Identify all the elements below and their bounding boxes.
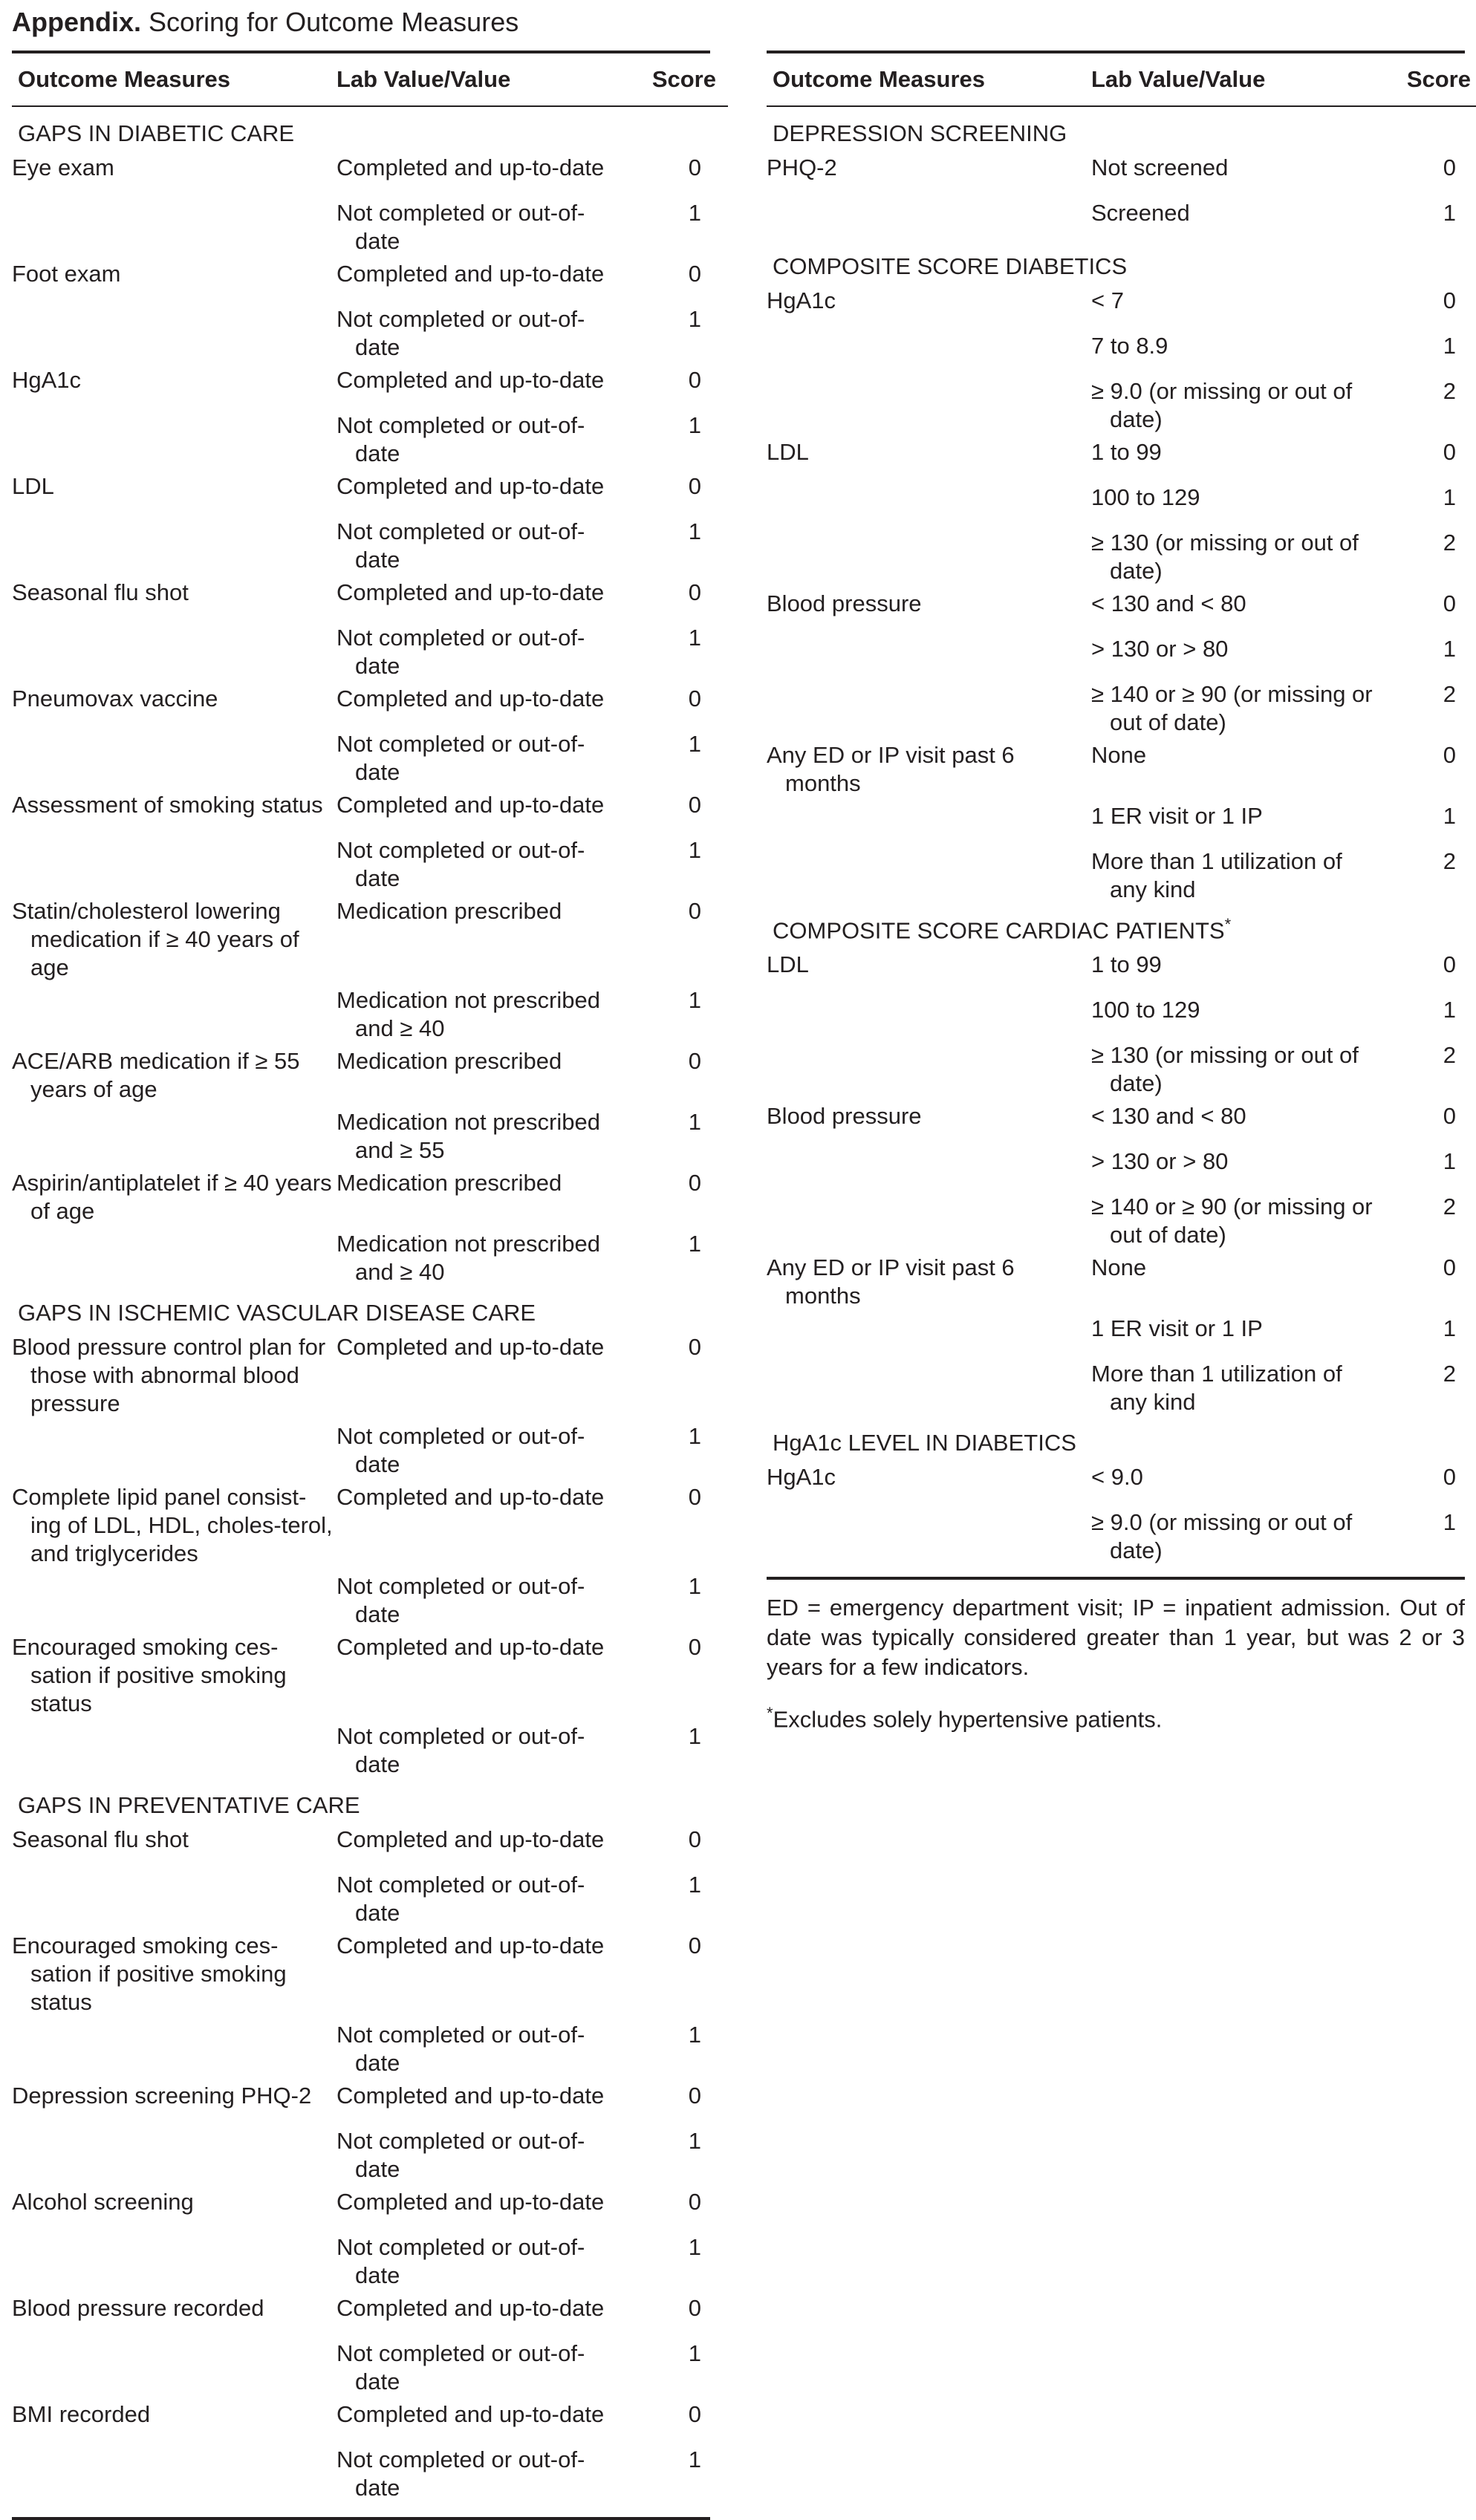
score-cell: 0	[1443, 287, 1456, 313]
table-row	[767, 373, 1476, 434]
lab-value-cell: 7 to 8.9	[1091, 333, 1168, 359]
outcome-measure-cell: Blood pressure	[767, 1103, 922, 1129]
score-cell: 1	[688, 1723, 701, 1749]
table-row	[767, 328, 1476, 373]
table-row	[767, 195, 1476, 240]
outcome-measure-cell: Pneumovax vaccine	[12, 686, 218, 712]
outcome-measure-cell	[12, 2441, 337, 2502]
score-cell: 1	[688, 2446, 701, 2472]
outcome-measure-cell	[12, 619, 337, 680]
outcome-measure-cell: Eye exam	[12, 154, 114, 180]
section-row	[767, 107, 1476, 149]
lab-value-cell: Not completed or out-of-date	[337, 1423, 585, 1477]
outcome-measure-cell	[767, 631, 1091, 676]
header-lab-value: Lab Value/Value	[337, 66, 511, 92]
table-row	[12, 1568, 728, 1629]
section-heading	[767, 904, 1476, 946]
lab-value-cell: Completed and up-to-date	[337, 579, 605, 605]
score-cell: 0	[688, 2189, 701, 2215]
table-row	[12, 619, 728, 680]
lab-value-cell: More than 1 utilization of any kind	[1091, 848, 1342, 902]
lab-value-cell: < 7	[1091, 287, 1124, 313]
outcome-measure-cell	[12, 982, 337, 1043]
header-lab-value: Lab Value/Value	[1091, 66, 1266, 92]
score-cell: 1	[688, 2022, 701, 2048]
score-cell: 2	[1443, 1042, 1456, 1068]
section-heading	[12, 1779, 728, 1821]
score-cell: 1	[1443, 333, 1456, 359]
score-cell: 1	[1443, 1148, 1456, 1174]
lab-value-cell: > 130 or > 80	[1091, 636, 1229, 662]
table-row	[12, 468, 728, 513]
lab-value-cell: Not completed or out-of-date	[337, 2446, 585, 2501]
asterisk-footnote-text: Excludes solely hypertensive patients.	[773, 1706, 1163, 1733]
outcome-measure-cell: HgA1c	[12, 367, 82, 393]
score-cell: 0	[688, 2295, 701, 2321]
score-cell: 0	[688, 1634, 701, 1660]
score-cell: 2	[1443, 530, 1456, 556]
table-row	[12, 1165, 728, 1225]
lab-value-cell: Not completed or out-of-date	[337, 2128, 585, 2182]
lab-value-cell: Completed and up-to-date	[337, 2189, 605, 2215]
table-row	[12, 574, 728, 619]
lab-value-cell: Not completed or out-of-date	[337, 2234, 585, 2288]
score-cell: 0	[688, 2401, 701, 2427]
table-row	[12, 2077, 728, 2123]
outcome-measure-cell: ACE/ARB medication if ≥ 55 years of age	[12, 1048, 300, 1102]
score-cell: 1	[1443, 1315, 1456, 1341]
section-heading-text: GAPS IN PREVENTATIVE CARE	[18, 1792, 360, 1818]
score-cell: 1	[688, 2128, 701, 2154]
score-cell: 0	[1443, 1103, 1456, 1129]
outcome-measure-cell: Blood pressure recorded	[12, 2295, 264, 2321]
table-row	[12, 407, 728, 468]
score-cell: 1	[688, 625, 701, 651]
table-row	[12, 832, 728, 893]
outcome-measure-cell: Aspirin/antiplatelet if ≥ 40 years of age	[12, 1170, 332, 1224]
table-row	[767, 1504, 1476, 1565]
lab-value-cell: ≥ 130 (or missing or out of date)	[1091, 1042, 1359, 1096]
section-row	[767, 1416, 1476, 1459]
section-heading-text: COMPOSITE SCORE CARDIAC PATIENTS	[773, 917, 1225, 943]
score-cell: 1	[688, 412, 701, 438]
table-row	[12, 2184, 728, 2229]
outcome-measure-cell	[12, 1225, 337, 1286]
table-row	[767, 585, 1476, 631]
title-bold: Appendix.	[12, 7, 142, 37]
lab-value-cell: Completed and up-to-date	[337, 1826, 605, 1852]
outcome-measure-cell	[767, 843, 1091, 904]
table-row	[767, 737, 1476, 798]
outcome-measure-cell: HgA1c	[767, 287, 836, 313]
lab-value-cell: Completed and up-to-date	[337, 792, 605, 818]
score-cell: 0	[688, 792, 701, 818]
lab-value-cell: < 130 and < 80	[1091, 1103, 1246, 1129]
lab-value-cell: Not completed or out-of-date	[337, 518, 585, 573]
score-cell: 1	[1443, 1509, 1456, 1535]
score-cell: 0	[688, 261, 701, 287]
table-row	[767, 282, 1476, 328]
outcome-measure-cell	[12, 832, 337, 893]
outcome-measure-cell	[767, 1310, 1091, 1355]
lab-value-cell: Completed and up-to-date	[337, 261, 605, 287]
outcome-measure-cell	[767, 676, 1091, 737]
lab-value-cell: Not completed or out-of-date	[337, 731, 585, 785]
outcome-measure-cell	[767, 195, 1091, 240]
score-cell: 0	[688, 154, 701, 180]
lab-value-cell: ≥ 9.0 (or missing or out of date)	[1091, 1509, 1353, 1563]
table-footnotes	[767, 1593, 1465, 1734]
lab-value-cell: < 9.0	[1091, 1464, 1143, 1490]
outcome-measure-cell: BMI recorded	[12, 2401, 151, 2427]
score-cell: 1	[688, 518, 701, 544]
outcome-measure-cell: Blood pressure	[767, 590, 922, 616]
table-row	[12, 2441, 728, 2502]
lab-value-cell: Not completed or out-of-date	[337, 2340, 585, 2394]
score-cell: 1	[1443, 803, 1456, 829]
lab-value-cell: More than 1 utilization of any kind	[1091, 1361, 1342, 1415]
lab-value-cell: Completed and up-to-date	[337, 367, 605, 393]
table-row	[12, 362, 728, 407]
section-heading	[767, 107, 1476, 149]
outcome-measure-cell: Encouraged smoking ces-sation if positive smoking status	[12, 1933, 287, 2015]
table-row	[767, 1249, 1476, 1310]
lab-value-cell: Completed and up-to-date	[337, 2401, 605, 2427]
title-rest: Scoring for Outcome Measures	[141, 7, 519, 37]
outcome-measure-cell: LDL	[12, 473, 54, 499]
lab-value-cell: 1 ER visit or 1 IP	[1091, 1315, 1263, 1341]
header-row	[767, 53, 1476, 105]
lab-value-cell: Not completed or out-of-date	[337, 625, 585, 679]
outcome-measure-cell	[767, 373, 1091, 434]
outcome-measure-cell: Encouraged smoking ces-sation if positive smoking status	[12, 1634, 287, 1716]
table-row	[12, 787, 728, 832]
table-row	[12, 2016, 728, 2077]
scoring-table-left	[12, 53, 728, 2502]
section-heading-text: GAPS IN ISCHEMIC VASCULAR DISEASE CARE	[18, 1300, 536, 1326]
outcome-measure-cell: Alcohol screening	[12, 2189, 194, 2215]
lab-value-cell: Medication not prescribed and ≥ 40	[337, 987, 600, 1041]
score-cell: 0	[688, 1170, 701, 1196]
score-cell: 2	[1443, 1194, 1456, 1220]
outcome-measure-cell	[767, 798, 1091, 843]
outcome-measure-cell	[12, 1418, 337, 1479]
score-cell: 0	[688, 2083, 701, 2109]
outcome-measure-cell: Foot exam	[12, 261, 121, 287]
table-row	[12, 1866, 728, 1927]
table-row	[12, 1927, 728, 2016]
table-row	[12, 1479, 728, 1568]
lab-value-cell: None	[1091, 742, 1147, 768]
section-heading-text: HgA1c LEVEL IN DIABETICS	[773, 1430, 1076, 1456]
lab-value-cell: ≥ 140 or ≥ 90 (or missing or out of date)	[1091, 681, 1373, 735]
score-cell: 0	[688, 367, 701, 393]
score-cell: 0	[1443, 951, 1456, 977]
score-cell: 1	[688, 1423, 701, 1449]
score-cell: 0	[688, 1334, 701, 1360]
section-row	[12, 107, 728, 149]
outcome-measure-cell: Any ED or IP visit past 6 months	[767, 1254, 1015, 1309]
outcome-measure-cell	[767, 1355, 1091, 1416]
table-row	[12, 301, 728, 362]
header-score: Score	[1406, 66, 1471, 92]
lab-value-cell: Medication prescribed	[337, 1048, 562, 1074]
lab-value-cell: Not completed or out-of-date	[337, 412, 585, 466]
table-row	[767, 1037, 1476, 1098]
outcome-measure-cell: Depression screening PHQ-2	[12, 2083, 312, 2109]
lab-value-cell: Completed and up-to-date	[337, 1634, 605, 1660]
table-row	[12, 1821, 728, 1866]
lab-value-cell: < 130 and < 80	[1091, 590, 1246, 616]
table-row	[767, 631, 1476, 676]
left-table-column	[12, 51, 716, 2520]
score-cell: 0	[688, 686, 701, 712]
section-heading-text: DEPRESSION SCREENING	[773, 120, 1067, 146]
outcome-measure-cell	[767, 479, 1091, 524]
score-cell: 1	[688, 731, 701, 757]
scoring-table-right	[767, 53, 1476, 1565]
table-row	[12, 513, 728, 574]
table-row	[767, 434, 1476, 479]
table-row	[767, 992, 1476, 1037]
table-row	[767, 524, 1476, 585]
lab-value-cell: 100 to 129	[1091, 484, 1200, 510]
score-cell: 0	[688, 473, 701, 499]
outcome-measure-cell	[767, 1504, 1091, 1565]
score-cell: 0	[1443, 1464, 1456, 1490]
lab-value-cell: Medication prescribed	[337, 898, 562, 924]
table-row	[767, 479, 1476, 524]
score-cell: 0	[688, 1048, 701, 1074]
lab-value-cell: 100 to 129	[1091, 997, 1200, 1023]
right-table-column	[767, 51, 1471, 1751]
outcome-measure-cell: Statin/cholesterol lowering medication if ≥ 40 years of age	[12, 898, 299, 980]
left-table-body	[12, 107, 728, 2502]
score-cell: 0	[1443, 154, 1456, 180]
table-row	[12, 255, 728, 301]
section-heading	[12, 107, 728, 149]
table-row	[12, 1225, 728, 1286]
score-cell: 1	[688, 1231, 701, 1257]
lab-value-cell: Completed and up-to-date	[337, 2295, 605, 2321]
table-row	[767, 946, 1476, 992]
score-cell: 0	[1443, 742, 1456, 768]
asterisk-footnote	[767, 1699, 1465, 1734]
lab-value-cell: Completed and up-to-date	[337, 1484, 605, 1510]
table-row	[767, 1098, 1476, 1143]
lab-value-cell: Completed and up-to-date	[337, 1334, 605, 1360]
lab-value-cell: Completed and up-to-date	[337, 686, 605, 712]
section-row	[767, 904, 1476, 946]
outcome-measure-cell	[767, 1143, 1091, 1188]
score-cell: 0	[1443, 439, 1456, 465]
section-row	[12, 1286, 728, 1329]
score-cell: 2	[1443, 1361, 1456, 1387]
lab-value-cell: Not completed or out-of-date	[337, 837, 585, 891]
table-row	[767, 798, 1476, 843]
lab-value-cell: Not completed or out-of-date	[337, 200, 585, 254]
footnote-marker: *	[1224, 914, 1232, 934]
score-cell: 1	[688, 987, 701, 1013]
table-row	[767, 676, 1476, 737]
table-row	[12, 726, 728, 787]
asterisk-mark: *	[767, 1704, 773, 1722]
table-row	[767, 1143, 1476, 1188]
score-cell: 1	[688, 2340, 701, 2366]
section-heading	[12, 1286, 728, 1329]
section-row	[12, 1779, 728, 1821]
table-bottom-rule	[12, 2517, 710, 2520]
score-cell: 0	[688, 1826, 701, 1852]
score-cell: 0	[688, 579, 701, 605]
outcome-measure-cell	[12, 2335, 337, 2396]
outcome-measure-cell	[767, 328, 1091, 373]
section-heading	[767, 240, 1476, 282]
outcome-measure-cell	[12, 726, 337, 787]
table-row	[12, 680, 728, 726]
lab-value-cell: Medication prescribed	[337, 1170, 562, 1196]
section-heading-text: COMPOSITE SCORE DIABETICS	[773, 253, 1128, 279]
table-row	[767, 149, 1476, 195]
lab-value-cell: Completed and up-to-date	[337, 2083, 605, 2109]
score-cell: 1	[688, 1872, 701, 1898]
lab-value-cell: Not screened	[1091, 154, 1229, 180]
table-row	[12, 1418, 728, 1479]
score-cell: 1	[688, 2234, 701, 2260]
outcome-measure-cell	[12, 1718, 337, 1779]
table-row	[767, 1459, 1476, 1504]
lab-value-cell: 1 ER visit or 1 IP	[1091, 803, 1263, 829]
table-row	[767, 843, 1476, 904]
outcome-measure-cell	[12, 195, 337, 255]
score-cell: 2	[1443, 848, 1456, 874]
table-row	[12, 2290, 728, 2335]
score-cell: 1	[688, 306, 701, 332]
lab-value-cell: Not completed or out-of-date	[337, 1723, 585, 1777]
lab-value-cell: ≥ 130 (or missing or out of date)	[1091, 530, 1359, 584]
table-row	[12, 1629, 728, 1718]
table-row	[12, 1718, 728, 1779]
score-cell: 0	[1443, 590, 1456, 616]
outcome-measure-cell	[767, 524, 1091, 585]
section-heading	[767, 1416, 1476, 1459]
outcome-measure-cell	[12, 2016, 337, 2077]
outcome-measure-cell	[12, 2229, 337, 2290]
score-cell: 1	[1443, 200, 1456, 226]
score-cell: 1	[688, 200, 701, 226]
outcome-measure-cell	[12, 2123, 337, 2184]
section-heading-text: GAPS IN DIABETIC CARE	[18, 120, 295, 146]
outcome-measure-cell: Complete lipid panel consist-ing of LDL, HDL, choles-terol, and triglycerides	[12, 1484, 333, 1566]
appendix-title	[12, 3, 518, 42]
outcome-measure-cell: HgA1c	[767, 1464, 836, 1490]
score-cell: 0	[688, 1484, 701, 1510]
outcome-measure-cell: Blood pressure control plan for those with abnormal blood pressure	[12, 1334, 326, 1416]
score-cell: 0	[688, 1933, 701, 1959]
outcome-measure-cell	[12, 1104, 337, 1165]
lab-value-cell: ≥ 140 or ≥ 90 (or missing or out of date)	[1091, 1194, 1373, 1248]
outcome-measure-cell: LDL	[767, 951, 809, 977]
header-outcome-measures: Outcome Measures	[773, 66, 985, 92]
score-cell: 2	[1443, 378, 1456, 404]
lab-value-cell: Medication not prescribed and ≥ 40	[337, 1231, 600, 1285]
table-bottom-rule	[767, 1577, 1465, 1580]
section-row	[767, 240, 1476, 282]
lab-value-cell: > 130 or > 80	[1091, 1148, 1229, 1174]
score-cell: 1	[688, 1573, 701, 1599]
outcome-measure-cell	[767, 1037, 1091, 1098]
lab-value-cell: Completed and up-to-date	[337, 1933, 605, 1959]
table-row	[767, 1188, 1476, 1249]
lab-value-cell: Not completed or out-of-date	[337, 1573, 585, 1627]
header-row	[12, 53, 728, 105]
lab-value-cell: 1 to 99	[1091, 439, 1162, 465]
table-row	[12, 982, 728, 1043]
outcome-measure-cell	[12, 407, 337, 468]
table-row	[767, 1355, 1476, 1416]
table-row	[12, 149, 728, 195]
outcome-measure-cell	[767, 1188, 1091, 1249]
score-cell: 2	[1443, 681, 1456, 707]
outcome-measure-cell	[12, 1568, 337, 1629]
outcome-measure-cell	[12, 1866, 337, 1927]
score-cell: 0	[1443, 1254, 1456, 1280]
outcome-measure-cell	[767, 992, 1091, 1037]
table-row	[12, 2229, 728, 2290]
outcome-measure-cell: Assessment of smoking status	[12, 792, 323, 818]
score-cell: 1	[1443, 997, 1456, 1023]
lab-value-cell: None	[1091, 1254, 1147, 1280]
lab-value-cell: ≥ 9.0 (or missing or out of date)	[1091, 378, 1353, 432]
lab-value-cell: Completed and up-to-date	[337, 154, 605, 180]
outcome-measure-cell: Any ED or IP visit past 6 months	[767, 742, 1015, 796]
right-table-body	[767, 107, 1476, 1565]
outcome-measure-cell: Seasonal flu shot	[12, 579, 189, 605]
score-cell: 1	[688, 1109, 701, 1135]
table-row	[12, 2123, 728, 2184]
lab-value-cell: 1 to 99	[1091, 951, 1162, 977]
outcome-measure-cell: LDL	[767, 439, 809, 465]
outcome-measure-cell	[12, 513, 337, 574]
table-row	[12, 2335, 728, 2396]
lab-value-cell: Not completed or out-of-date	[337, 306, 585, 360]
lab-value-cell: Screened	[1091, 200, 1190, 226]
lab-value-cell: Medication not prescribed and ≥ 55	[337, 1109, 600, 1163]
table-row	[12, 195, 728, 255]
abbreviation-footnote: ED = emergency department visit; IP = inpatient admission. Out of date was typically considered greater than 1 year, but was 2 or 3 years for a few indicators.	[767, 1595, 1465, 1680]
table-row	[12, 2396, 728, 2441]
outcome-measure-cell: Seasonal flu shot	[12, 1826, 189, 1852]
lab-value-cell: Not completed or out-of-date	[337, 2022, 585, 2076]
score-cell: 0	[688, 898, 701, 924]
outcome-measure-cell: PHQ-2	[767, 154, 837, 180]
lab-value-cell: Not completed or out-of-date	[337, 1872, 585, 1926]
table-row	[12, 1329, 728, 1418]
header-outcome-measures: Outcome Measures	[18, 66, 230, 92]
outcome-measure-cell	[12, 301, 337, 362]
table-row	[12, 1104, 728, 1165]
score-cell: 1	[1443, 484, 1456, 510]
score-cell: 1	[688, 837, 701, 863]
table-row	[12, 1043, 728, 1104]
score-cell: 1	[1443, 636, 1456, 662]
lab-value-cell: Completed and up-to-date	[337, 473, 605, 499]
header-score: Score	[651, 66, 716, 92]
table-row	[12, 893, 728, 982]
table-row	[767, 1310, 1476, 1355]
